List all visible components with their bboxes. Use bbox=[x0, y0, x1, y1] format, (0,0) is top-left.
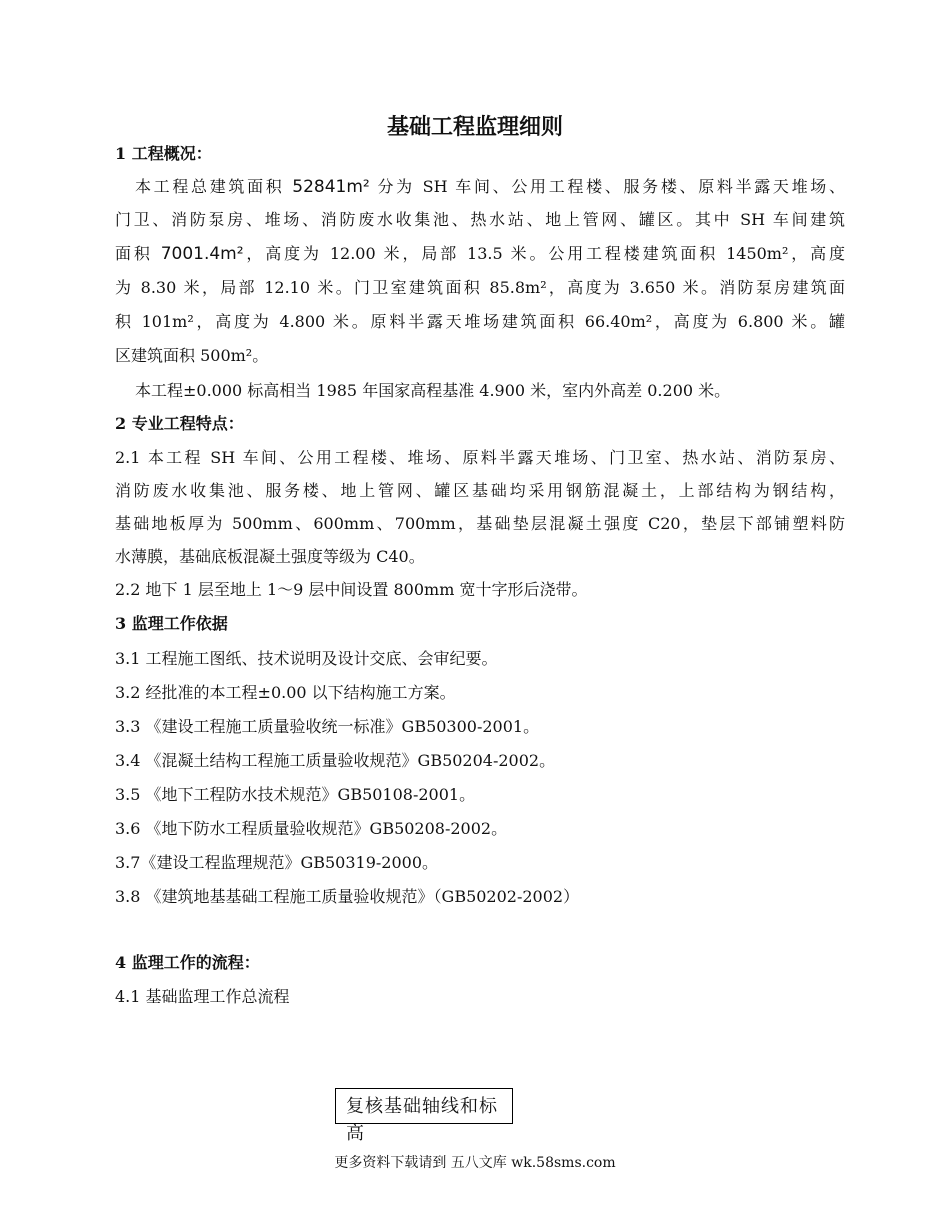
s1-p1-line-3 bbox=[115, 243, 845, 265]
s1-p1-line-1-text-b: 分为 SH 车间、公用工程楼、服务楼、原料半露天堆场、 bbox=[369, 177, 845, 196]
s2-p2: 2.2 地下 1 层至地上 1～9 层中间设置 800mm 宽十字形后浇带。 bbox=[115, 580, 588, 599]
s1-p2: 本工程±0.000 标高相当 1985 年国家高程基准 4.900 米，室内外高差 0.200 米。 bbox=[135, 381, 731, 400]
basis-item: 3.8 《建筑地基基础工程施工质量验收规范》（GB50202-2002） bbox=[115, 887, 580, 906]
s2-p1-line-1: 2.1 本工程 SH 车间、公用工程楼、堆场、原料半露天堆场、门卫室、热水站、消防泵房、 bbox=[115, 448, 845, 467]
s1-p1-line-1 bbox=[135, 176, 845, 198]
sh-area-value: 7001.4m² bbox=[160, 244, 244, 264]
s1-p1-line-5: 积 101m²，高度为 4.800 米。原料半露天堆场建筑面积 66.40m²，高度为 6.800 米。罐 bbox=[115, 312, 845, 331]
s2-p1-line-2: 消防废水收集池、服务楼、地上管网、罐区基础均采用钢筋混凝土，上部结构为钢结构， bbox=[115, 481, 845, 500]
s1-p1-line-1-text-a: 本工程总建筑面积 bbox=[135, 177, 293, 196]
section-4-1-subheading: 4.1 基础监理工作总流程 bbox=[115, 987, 290, 1006]
basis-item: 3.7《建设工程监理规范》GB50319-2000。 bbox=[115, 853, 439, 872]
total-area-value: 52841m² bbox=[292, 177, 370, 197]
basis-item: 3.1 工程施工图纸、技术说明及设计交底、会审纪要。 bbox=[115, 649, 498, 668]
s1-p1-line-6: 区建筑面积 500m²。 bbox=[115, 346, 269, 365]
s1-p1-line-3-text-a: 面积 bbox=[115, 244, 161, 263]
s1-p1-line-2: 门卫、消防泵房、堆场、消防废水收集池、热水站、地上管网、罐区。其中 SH 车间建筑 bbox=[115, 210, 845, 229]
basis-item: 3.3 《建设工程施工质量验收统一标准》GB50300-2001。 bbox=[115, 717, 540, 736]
basis-item: 3.4 《混凝土结构工程施工质量验收规范》GB50204-2002。 bbox=[115, 751, 556, 770]
s1-p1-line-3-text-b: ，高度为 12.00 米，局部 13.5 米。公用工程楼建筑面积 1450m²，高度 bbox=[243, 244, 845, 263]
section-2-heading: 2 专业工程特点： bbox=[115, 414, 244, 433]
page-footer: 更多资料下载请到 五八文库 wk.58sms.com bbox=[334, 1155, 616, 1171]
basis-item: 3.6 《地下防水工程质量验收规范》GB50208-2002。 bbox=[115, 819, 508, 838]
document-title: 基础工程监理细则 bbox=[386, 115, 563, 140]
s2-p1-line-3: 基础地板厚为 500mm、600mm、700mm，基础垫层混凝土强度 C20，垫层下部铺塑料防 bbox=[115, 514, 845, 533]
flowchart-box-label: 复核基础轴线和标高 bbox=[346, 1096, 498, 1144]
s2-p1-line-4: 水薄膜，基础底板混凝土强度等级为 C40。 bbox=[115, 547, 425, 566]
section-4-heading: 4 监理工作的流程： bbox=[115, 953, 260, 972]
basis-item: 3.2 经批准的本工程±0.00 以下结构施工方案。 bbox=[115, 683, 456, 702]
section-1-heading: 1 工程概况： bbox=[115, 144, 212, 163]
basis-item: 3.5 《地下工程防水技术规范》GB50108-2001。 bbox=[115, 785, 476, 804]
section-3-heading: 3 监理工作依据 bbox=[115, 614, 228, 633]
s1-p1-line-4: 为 8.30 米，局部 12.10 米。门卫室建筑面积 85.8m²，高度为 3.650 米。消防泵房建筑面 bbox=[115, 278, 845, 297]
